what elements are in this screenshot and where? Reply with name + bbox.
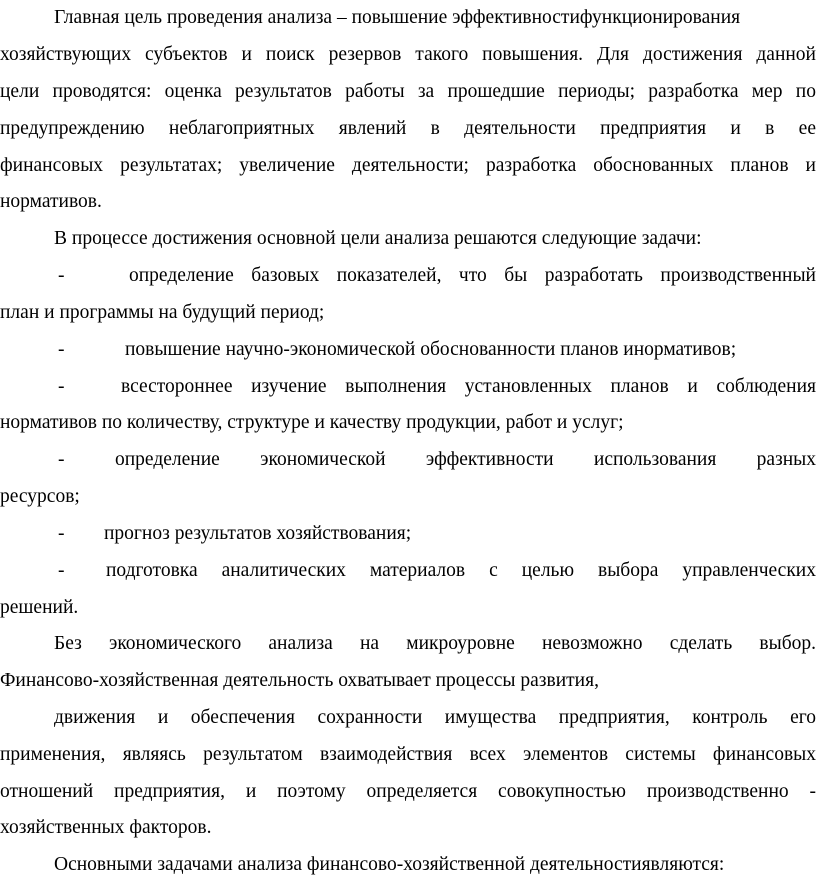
paragraph-line: Без экономического анализа на микроуровне невозможно сделать выбор. <box>54 633 816 654</box>
list-item <box>0 369 816 405</box>
paragraph-line: В процессе достижения основной цели анализа решаются следующие задачи: <box>54 228 702 249</box>
paragraph-line: цели проводятся: оценка результатов работы за прошедшие периоды; разработка мер по <box>0 81 816 102</box>
list-item-text: повышение научно-экономической обоснованности планов инормативов; <box>125 339 737 360</box>
paragraph-line: нормативов. <box>0 191 102 212</box>
paragraph-line: предупреждению неблагоприятных явлений в деятельности предприятия и в ее <box>0 118 816 139</box>
paragraph-line: Финансово-хозяйственная деятельность охватывает процессы развития, <box>0 670 599 691</box>
list-item-text: подготовка аналитических материалов с целью выбора управленческих <box>106 560 816 581</box>
list-dash: - <box>58 265 65 286</box>
paragraph-line: финансовых результатах; увеличение деятельности; разработка обоснованных планов и <box>0 155 816 176</box>
paragraph-line: ресурсов; <box>0 486 80 507</box>
paragraph-line: план и программы на будущий период; <box>0 302 325 323</box>
list-item <box>0 516 816 552</box>
list-item <box>0 258 816 294</box>
list-dash: - <box>58 339 65 360</box>
list-item-text: всестороннее изучение выполнения установленных планов и соблюдения <box>121 376 816 397</box>
paragraph-line: хозяйственных факторов. <box>0 817 212 838</box>
paragraph-line: хозяйствующих субъектов и поиск резервов такого повышения. Для достижения данной <box>0 44 816 65</box>
paragraph-line: нормативов по количеству, структуре и качеству продукции, работ и услуг; <box>0 412 624 433</box>
list-dash: - <box>58 449 65 470</box>
paragraph-line: Основными задачами анализа финансово-хозяйственной деятельностиявляются: <box>54 854 725 875</box>
paragraph-line: решений. <box>0 597 79 618</box>
paragraph-line: Главная цель проведения анализа – повышение эффективностифункционирования <box>54 7 741 28</box>
paragraph-line: отношений предприятия, и поэтому определяется совокупностью производственно - <box>0 781 816 802</box>
list-item <box>0 332 816 368</box>
list-dash: - <box>58 523 65 544</box>
list-item <box>0 442 816 478</box>
paragraph-line: движения и обеспечения сохранности имущества предприятия, контроль его <box>54 707 816 728</box>
list-item-text: прогноз результатов хозяйствования; <box>104 523 412 544</box>
paragraph-line: применения, являясь результатом взаимодействия всех элементов системы финансовых <box>0 744 816 765</box>
list-item-text: определение базовых показателей, что бы разработать производственный <box>129 265 816 286</box>
list-item <box>0 553 816 589</box>
list-dash: - <box>58 376 65 397</box>
list-item-text: определение экономической эффективности использования разных <box>115 449 816 470</box>
list-dash: - <box>58 560 65 581</box>
